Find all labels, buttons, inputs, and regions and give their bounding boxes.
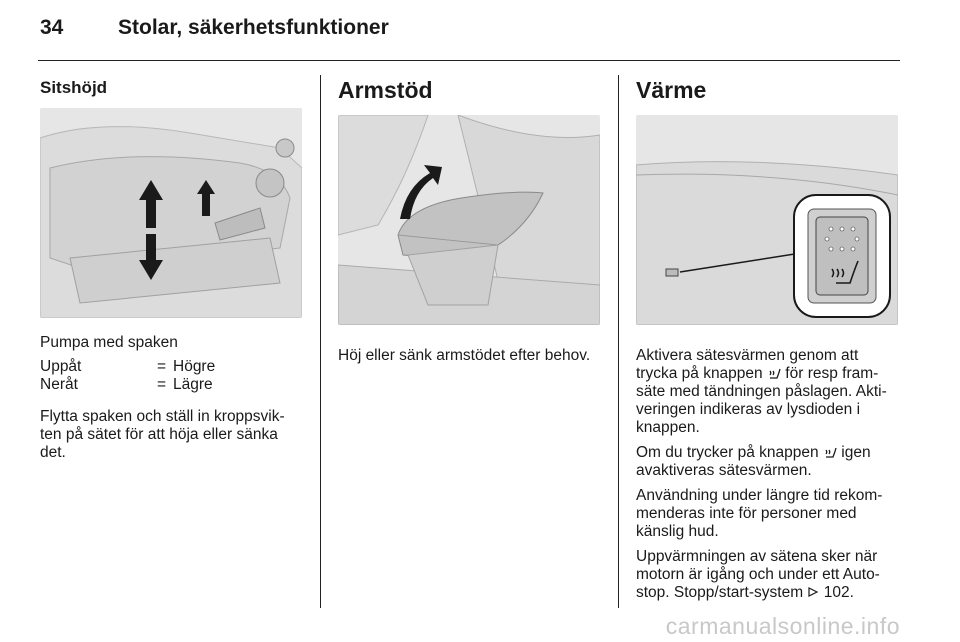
- seat-heat-icon: [767, 366, 781, 380]
- paragraph: [636, 347, 902, 437]
- page-reference-icon[interactable]: [807, 586, 819, 598]
- button-location-marker: [666, 269, 678, 276]
- section-heat: [636, 70, 902, 602]
- section-armrest: [338, 70, 604, 365]
- text: Uppvärmningen av sätena sker när motorn är igång och under ett Auto-stop. Stopp/start-system: [636, 548, 880, 601]
- text: Aktivera sätesvärmen genom att trycka på knappen: [636, 347, 859, 382]
- paragraph: Användning under längre tid rekom-menderas inte för personer med känslig hud.: [636, 487, 883, 540]
- paragraph: Höj eller sänk armstödet efter behov.: [338, 347, 591, 364]
- paragraph: [636, 548, 902, 602]
- section-seat-height: [40, 70, 306, 462]
- page-reference-link[interactable]: 102.: [823, 584, 854, 601]
- paragraph: Flytta spaken och ställ in kroppsvik-ten på sätet för att höja eller sänka det.: [40, 408, 285, 461]
- section-heading: Sitshöjd: [40, 78, 108, 97]
- text: Om du trycker på knappen: [636, 444, 819, 461]
- header-rule: [38, 60, 900, 61]
- paragraph: [636, 444, 902, 480]
- text: för resp fram-säte med tändningen påslagen. Akti-veringen indikeras av lysdioden i knappen.: [636, 365, 887, 436]
- section-heading: Värme: [636, 77, 707, 103]
- column-divider: [320, 75, 321, 608]
- mapping-key: Neråt: [40, 376, 78, 393]
- seat-height-illustration: [40, 108, 302, 318]
- column-divider: [618, 75, 619, 608]
- mapping-row: [40, 376, 306, 394]
- mapping-key: Uppåt: [40, 358, 82, 375]
- seat-heat-icon: [823, 445, 837, 459]
- mapping-equals: =: [157, 358, 167, 375]
- text: igen avaktiveras sätesvärmen.: [636, 444, 871, 479]
- mapping-value: Högre: [173, 358, 216, 375]
- chapter-title: Stolar, säkerhetsfunktioner: [118, 16, 389, 39]
- watermark: carmanualsonline.info: [665, 613, 900, 639]
- mapping-equals: =: [157, 376, 167, 393]
- caption: Pumpa med spaken: [40, 334, 178, 351]
- direction-mapping: [40, 358, 306, 394]
- armrest-illustration: [338, 115, 600, 325]
- page-number: 34: [40, 16, 64, 39]
- section-heading: Armstöd: [338, 77, 433, 103]
- mapping-value: Lägre: [173, 376, 213, 393]
- seat-heat-illustration: [636, 115, 898, 325]
- mapping-row: [40, 358, 306, 376]
